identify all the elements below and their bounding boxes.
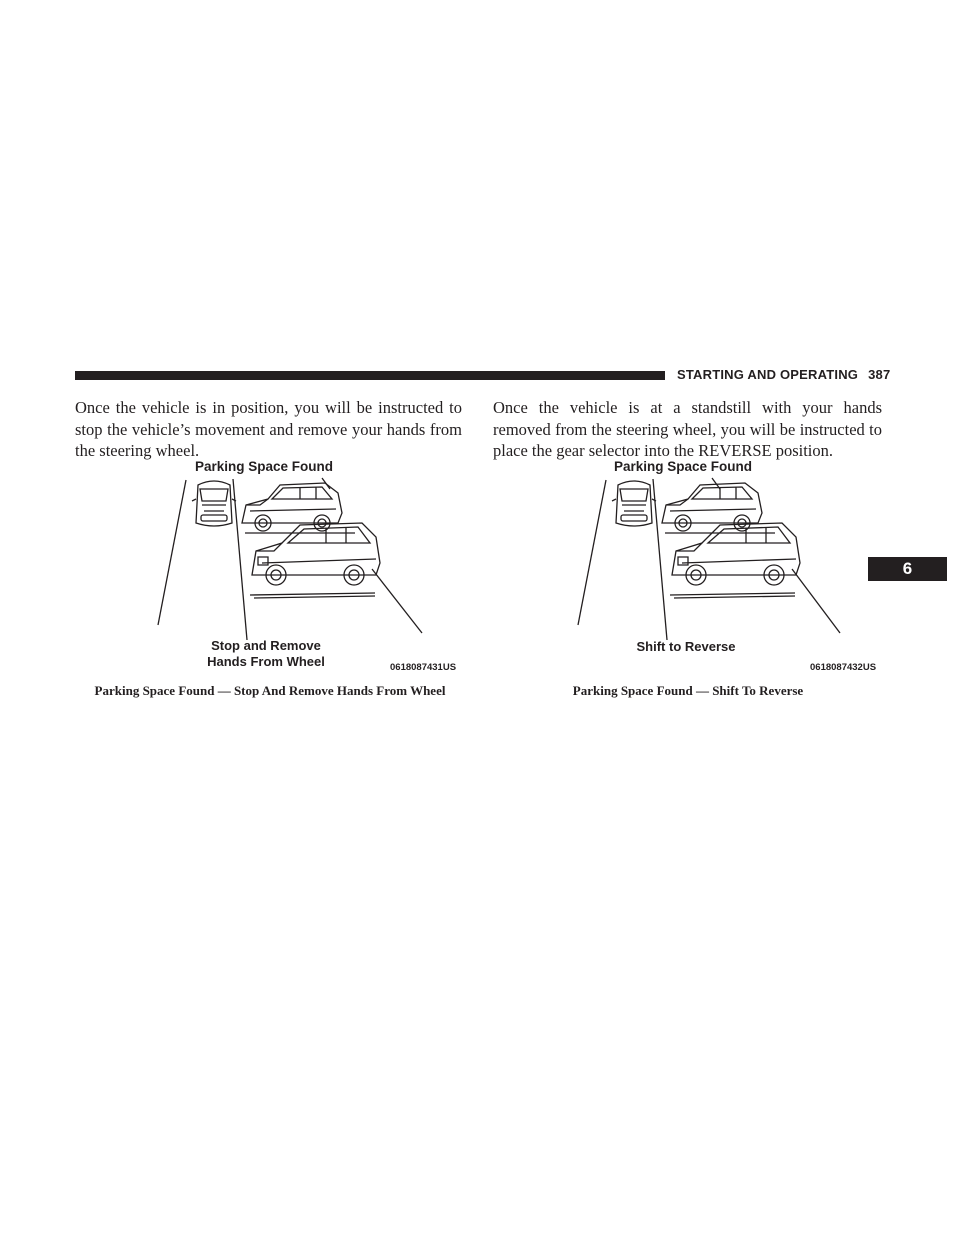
figure-title: Parking Space Found xyxy=(195,459,334,474)
figure-caption-right: Parking Space Found — Shift To Reverse xyxy=(572,683,804,698)
figure-code: 0618087431US xyxy=(390,662,457,673)
figure-label: Shift to Reverse xyxy=(636,639,736,654)
figure-code: 0618087432US xyxy=(810,662,877,673)
figure-label xyxy=(198,638,334,670)
section-title: STARTING AND OPERATING xyxy=(677,367,859,382)
left-paragraph: Once the vehicle is in position, you will be instructed to stop the vehicle’s movement and remove your hands from the steering wheel. xyxy=(75,398,462,460)
right-paragraph: Once the vehicle is at a standstill with your hands removed from the steering wheel, you will be instructed to place the gear selector into the REVERSE position. xyxy=(493,398,882,460)
figure-title: Parking Space Found xyxy=(614,459,753,474)
figure-shift-to-reverse xyxy=(570,455,900,673)
figure-stop-remove-hands xyxy=(150,455,480,673)
chapter-tab[interactable]: 6 xyxy=(868,557,947,581)
header-rule xyxy=(75,371,665,380)
page-number: 387 xyxy=(868,367,891,382)
figure-label-line1: Stop and Remove xyxy=(211,638,321,653)
figure-label-line2: Hands From Wheel xyxy=(207,654,325,669)
running-header xyxy=(677,367,890,382)
figure-caption-left: Parking Space Found — Stop And Remove Hands From Wheel xyxy=(94,683,446,698)
